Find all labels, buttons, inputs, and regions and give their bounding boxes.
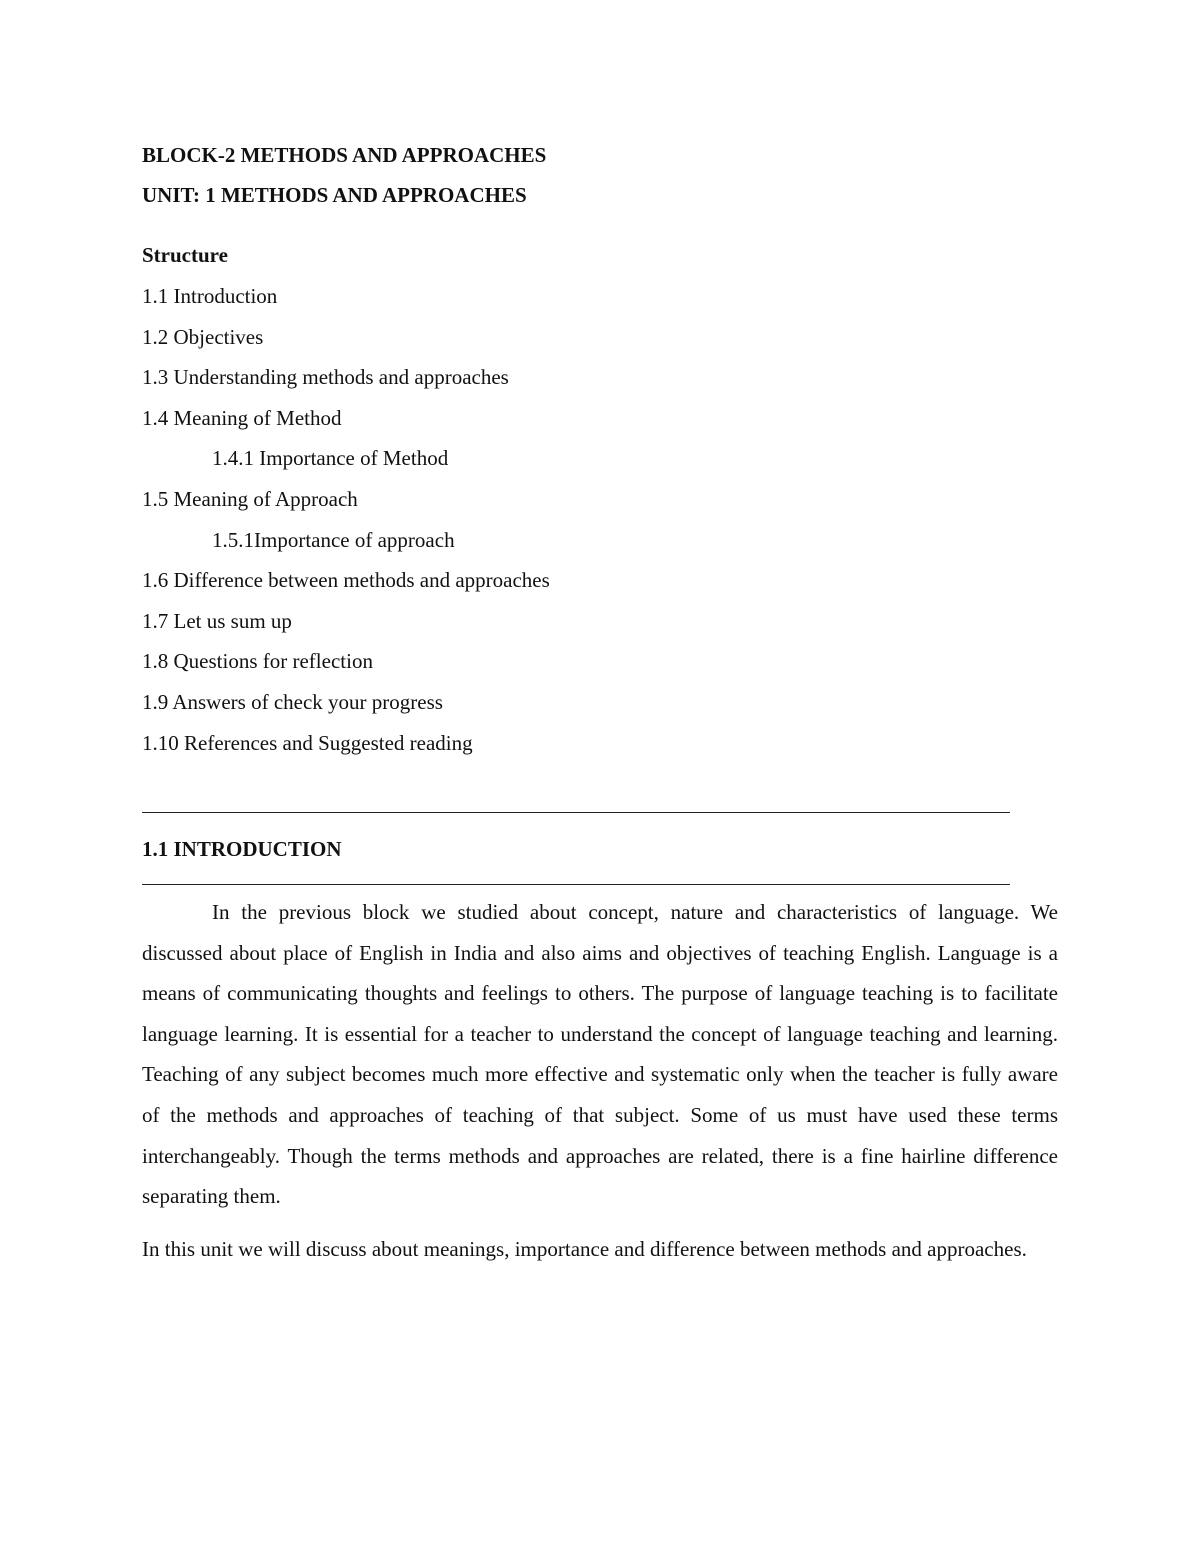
structure-item: 1.6 Difference between methods and approaches [142,568,550,593]
block-title: BLOCK-2 METHODS AND APPROACHES [142,143,547,167]
introduction-closing-paragraph: In this unit we will discuss about meanings, importance and difference between methods and approaches. [142,1237,1027,1261]
structure-list [142,284,550,771]
structure-item: 1.4 Meaning of Method [142,405,342,430]
structure-item: 1.8 Questions for reflection [142,649,373,674]
introduction-heading: 1.1 INTRODUCTION [142,837,342,861]
section-divider-bottom [142,884,1010,885]
structure-subitem: 1.5.1Importance of approach [212,527,455,552]
structure-item: 1.2 Objectives [142,324,264,349]
unit-title: UNIT: 1 METHODS AND APPROACHES [142,183,527,207]
structure-item: 1.9 Answers of check your progress [142,689,443,714]
structure-item: 1.1 Introduction [142,284,278,308]
structure-item: 1.5 Meaning of Approach [142,486,358,511]
structure-item: 1.10 References and Suggested reading [142,730,473,755]
structure-subitem: 1.4.1 Importance of Method [212,446,449,471]
structure-heading: Structure [142,243,228,267]
introduction-paragraph: In the previous block we studied about concept, nature and characteristics of language. We discussed about place of English in India and also aims and objectives of teaching English. Language is a means of communicating thoughts and feelings to others. The purpose of language teaching is to facilitate language learning. It is essential for a teacher to understand the concept of language teaching and learning. Teaching of any subject becomes much more effective and systematic only when the teacher is fully aware of the methods and approaches of teaching of that subject. Some of us must have used these terms interchangeably. Though the terms methods and approaches are related, there is a fine hairline difference separating them. [142,900,1058,1209]
section-divider-top [142,812,1010,813]
structure-item: 1.3 Understanding methods and approaches [142,365,509,390]
structure-item: 1.7 Let us sum up [142,608,292,633]
